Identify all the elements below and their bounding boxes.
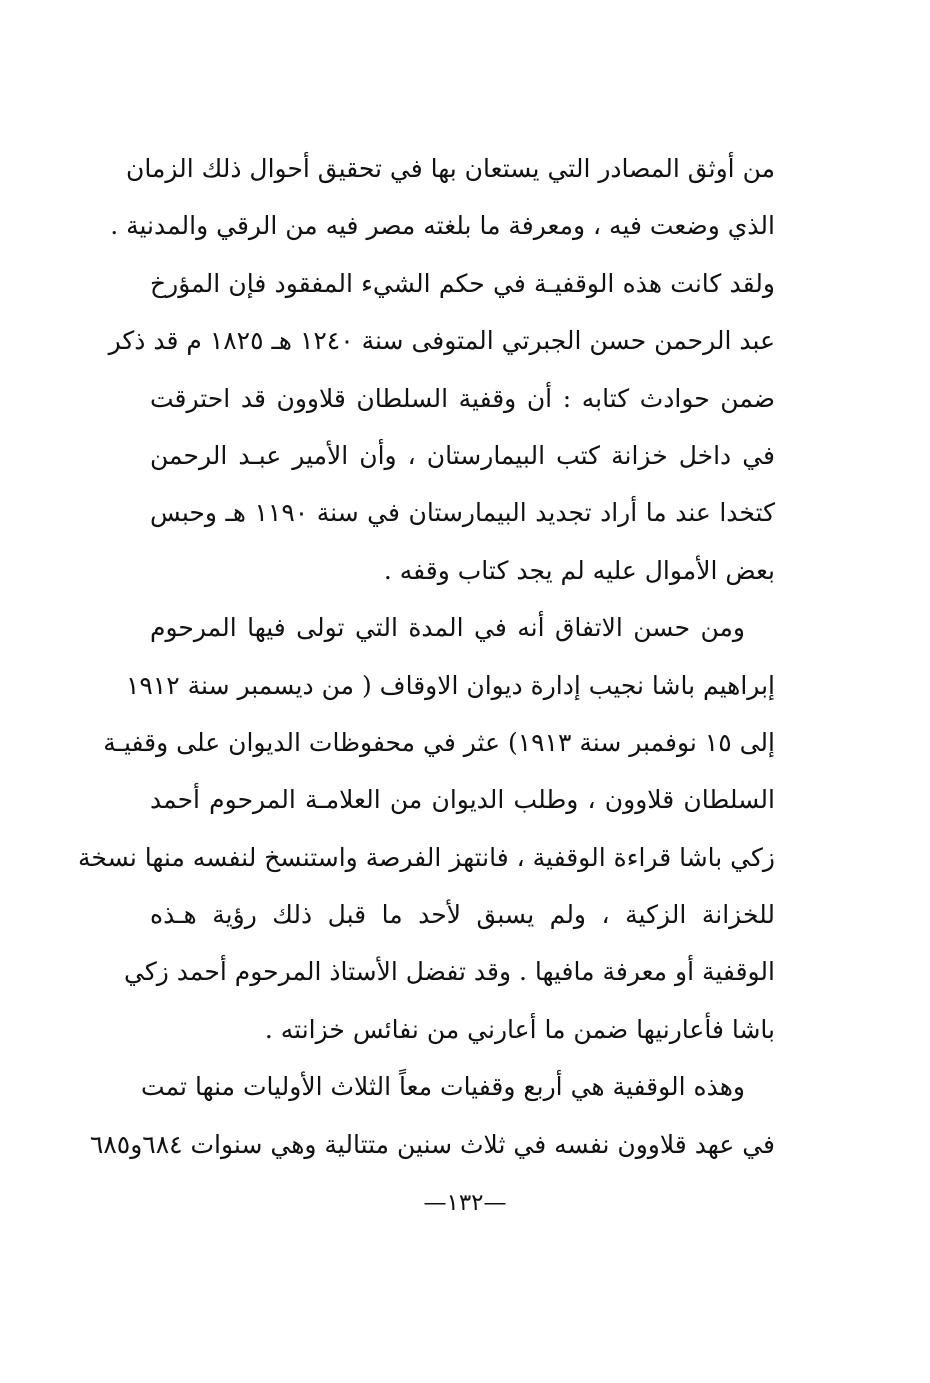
text-line: ضمن حوادث كتابه : أن وقفية السلطان قلاوون قد احترقت: [150, 383, 775, 413]
text-line: في داخل خزانة كتب البيمارستان ، وأن الأمير عبـد الرحمن: [150, 440, 775, 470]
text-line: عبد الرحمن حسن الجبرتي المتوفى سنة ١٢٤٠ هـ ١٨٢٥ م قد ذكر: [108, 326, 775, 356]
body-text: [78, 140, 775, 1173]
text-line: السلطان قلاوون ، وطلب الديوان من العلامـة المرحوم أحمد: [150, 785, 775, 815]
text-line: زكي باشا قراءة الوقفية ، فانتهز الفرصة واستنسخ لنفسه منها نسخة: [78, 842, 775, 872]
text-line: إلى ١٥ نوفمبر سنة ١٩١٣) عثر في محفوظات الديوان على وقفيـة: [103, 727, 775, 757]
page-number: —١٣٢—: [423, 1190, 507, 1216]
text-line: باشا فأعارنيها ضمن ما أعارني من نفائس خزانته .: [264, 1014, 775, 1044]
text-line: كتخدا عند ما أراد تجديد البيمارستان في سنة ١١٩٠ هـ وحبس: [150, 498, 775, 528]
text-line: الذي وضعت فيه ، ومعرفة ما بلغته مصر فيه من الرقي والمدنية .: [110, 211, 775, 241]
text-line: إبراهيم باشا نجيب إدارة ديوان الاوقاف ( من ديسمبر سنة ١٩١٢: [125, 670, 775, 700]
text-line: من أوثق المصادر التي يستعان بها في تحقيق أحوال ذلك الزمان: [125, 154, 775, 183]
text-line: في عهد قلاوون نفسه في ثلاث سنين متتالية وهي سنوات ٦٨٤و٦٨٥: [89, 1129, 775, 1159]
text-line: وهذه الوقفية هي أربع وقفيات معاً الثلاث الأوليات منها تمت: [141, 1072, 745, 1102]
text-line: بعض الأموال عليه لم يجد كتاب وقفه .: [383, 555, 775, 585]
text-line: ولقد كانت هذه الوقفيـة في حكم الشيء المفقود فإن المؤرخ: [150, 268, 775, 298]
text-line: الوقفية أو معرفة مافيها . وقد تفضل الأستاذ المرحوم أحمد زكي: [124, 957, 775, 987]
text-line: للخزانة الزكية ، ولم يسبق لأحد ما قبل ذلك رؤية هـذه: [150, 900, 775, 930]
text-line: ومن حسن الاتفاق أنه في المدة التي تولى فيها المرحوم: [150, 613, 745, 643]
